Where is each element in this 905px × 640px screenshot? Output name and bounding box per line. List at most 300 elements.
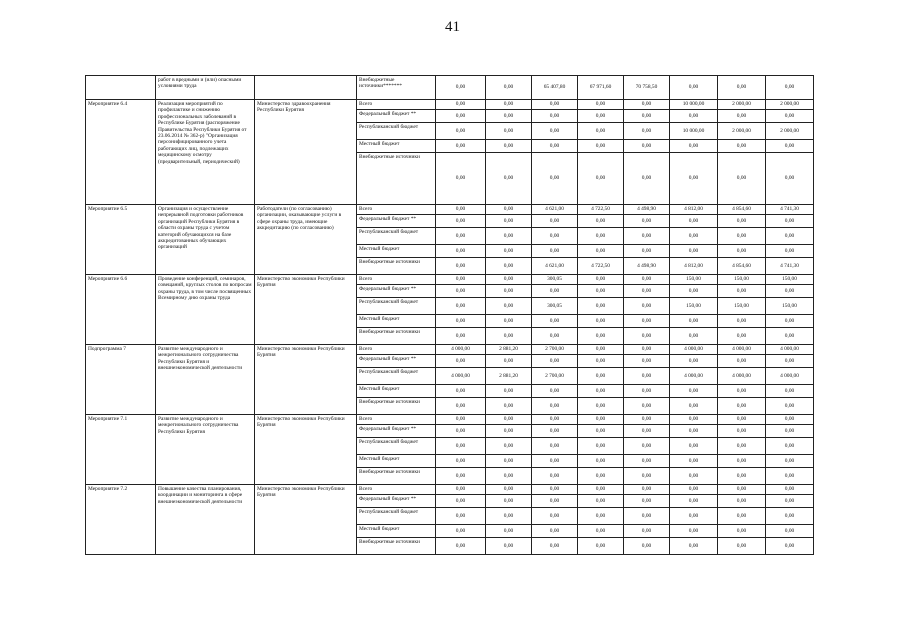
amount-cell: 0,00 bbox=[486, 228, 532, 245]
amount-cell: 0,00 bbox=[578, 415, 624, 425]
amount-cell: 150,00 bbox=[766, 298, 814, 315]
amount-cell: 0,00 bbox=[624, 468, 670, 485]
amount-cell: 0,00 bbox=[578, 153, 624, 205]
amount-cell: 0,00 bbox=[670, 508, 718, 525]
amount-cell: 0,00 bbox=[578, 140, 624, 153]
amount-cell: 0,00 bbox=[718, 110, 766, 123]
amount-cell: 0,00 bbox=[766, 328, 814, 345]
amount-cell: 0,00 bbox=[718, 315, 766, 328]
amount-cell: 0,00 bbox=[532, 355, 578, 368]
amount-cell: 0,00 bbox=[578, 538, 624, 555]
responsible-cell: Министерство здравоохранения Республики Бурятия bbox=[255, 100, 357, 205]
amount-cell: 0,00 bbox=[670, 425, 718, 438]
amount-cell: 0,00 bbox=[532, 153, 578, 205]
measure-id-cell: Мероприятие 6.4 bbox=[86, 100, 156, 205]
amount-cell: 0,00 bbox=[766, 525, 814, 538]
amount-cell: 0,00 bbox=[486, 538, 532, 555]
amount-cell: 0,00 bbox=[486, 205, 532, 215]
responsible-cell: Министерство экономики Республики Бурятия bbox=[255, 485, 357, 555]
amount-cell: 0,00 bbox=[766, 215, 814, 228]
amount-cell: 0,00 bbox=[486, 76, 532, 100]
amount-cell: 0,00 bbox=[532, 285, 578, 298]
amount-cell: 0,00 bbox=[436, 328, 486, 345]
amount-cell: 0,00 bbox=[718, 140, 766, 153]
amount-cell: 0,00 bbox=[436, 110, 486, 123]
amount-cell: 0,00 bbox=[718, 508, 766, 525]
amount-cell: 0,00 bbox=[486, 455, 532, 468]
measure-name-cell: работ в вредными и (или) опасными условиями труда bbox=[156, 76, 255, 100]
amount-cell: 0,00 bbox=[766, 110, 814, 123]
amount-cell: 0,00 bbox=[578, 275, 624, 285]
amount-cell: 0,00 bbox=[670, 398, 718, 415]
amount-cell: 0,00 bbox=[718, 485, 766, 495]
amount-cell: 4 000,00 bbox=[766, 345, 814, 355]
amount-cell: 0,00 bbox=[578, 315, 624, 328]
measure-name-cell: Повышение качества планирования, координации и мониторинга в сфере внешнеэкономической деятельности bbox=[156, 485, 255, 555]
amount-cell: 0,00 bbox=[532, 455, 578, 468]
amount-cell: 0,00 bbox=[670, 215, 718, 228]
amount-cell: 0,00 bbox=[718, 153, 766, 205]
amount-cell: 0,00 bbox=[436, 468, 486, 485]
amount-cell: 0,00 bbox=[578, 425, 624, 438]
amount-cell: 2 700,00 bbox=[532, 368, 578, 385]
amount-cell: 0,00 bbox=[670, 385, 718, 398]
amount-cell: 0,00 bbox=[624, 285, 670, 298]
amount-cell: 0,00 bbox=[624, 228, 670, 245]
amount-cell: 0,00 bbox=[532, 110, 578, 123]
amount-cell: 0,00 bbox=[578, 215, 624, 228]
amount-cell: 0,00 bbox=[486, 153, 532, 205]
amount-cell: 4 498,90 bbox=[624, 258, 670, 275]
amount-cell: 0,00 bbox=[486, 398, 532, 415]
amount-cell: 0,00 bbox=[578, 285, 624, 298]
amount-cell: 0,00 bbox=[436, 76, 486, 100]
amount-cell: 0,00 bbox=[436, 398, 486, 415]
amount-cell: 0,00 bbox=[718, 468, 766, 485]
amount-cell: 0,00 bbox=[624, 425, 670, 438]
amount-cell: 4 498,90 bbox=[624, 205, 670, 215]
funding-source-cell: Местный бюджет bbox=[357, 455, 436, 468]
amount-cell: 0,00 bbox=[624, 525, 670, 538]
amount-cell: 0,00 bbox=[578, 123, 624, 140]
amount-cell: 0,00 bbox=[578, 298, 624, 315]
funding-source-cell: Местный бюджет bbox=[357, 525, 436, 538]
table-row bbox=[86, 415, 814, 425]
amount-cell: 150,00 bbox=[670, 275, 718, 285]
amount-cell: 0,00 bbox=[624, 438, 670, 455]
amount-cell: 0,00 bbox=[578, 468, 624, 485]
funding-source-cell: Внебюджетные источники bbox=[357, 398, 436, 415]
amount-cell: 0,00 bbox=[718, 538, 766, 555]
amount-cell: 0,00 bbox=[766, 398, 814, 415]
amount-cell: 4 621,00 bbox=[532, 258, 578, 275]
amount-cell: 4 722,50 bbox=[578, 205, 624, 215]
amount-cell: 0,00 bbox=[766, 245, 814, 258]
amount-cell: 0,00 bbox=[766, 538, 814, 555]
amount-cell: 4 741,30 bbox=[766, 258, 814, 275]
funding-source-cell: Федеральный бюджет ** bbox=[357, 495, 436, 508]
amount-cell: 4 000,00 bbox=[670, 345, 718, 355]
amount-cell: 0,00 bbox=[578, 438, 624, 455]
amount-cell: 0,00 bbox=[670, 355, 718, 368]
amount-cell: 0,00 bbox=[670, 538, 718, 555]
amount-cell: 0,00 bbox=[486, 315, 532, 328]
amount-cell: 4 000,00 bbox=[436, 368, 486, 385]
amount-cell: 0,00 bbox=[766, 76, 814, 100]
amount-cell: 4 000,00 bbox=[670, 368, 718, 385]
amount-cell: 0,00 bbox=[532, 425, 578, 438]
amount-cell: 0,00 bbox=[532, 100, 578, 110]
amount-cell: 0,00 bbox=[624, 140, 670, 153]
amount-cell: 0,00 bbox=[766, 285, 814, 298]
amount-cell: 0,00 bbox=[436, 508, 486, 525]
amount-cell: 2 000,00 bbox=[718, 123, 766, 140]
amount-cell: 0,00 bbox=[486, 438, 532, 455]
funding-source-cell: Внебюджетные источники bbox=[357, 258, 436, 275]
amount-cell: 0,00 bbox=[486, 425, 532, 438]
amount-cell: 0,00 bbox=[766, 415, 814, 425]
amount-cell: 0,00 bbox=[624, 123, 670, 140]
funding-source-cell: Всего bbox=[357, 100, 436, 110]
amount-cell: 0,00 bbox=[718, 355, 766, 368]
amount-cell: 0,00 bbox=[532, 468, 578, 485]
amount-cell: 0,00 bbox=[624, 315, 670, 328]
amount-cell: 0,00 bbox=[670, 438, 718, 455]
amount-cell: 0,00 bbox=[578, 385, 624, 398]
amount-cell: 0,00 bbox=[718, 215, 766, 228]
amount-cell: 0,00 bbox=[436, 140, 486, 153]
amount-cell: 0,00 bbox=[624, 355, 670, 368]
measure-name-cell: Реализация мероприятий по профилактике и снижению профессиональных заболеваний в Республике Бурятия (распоряжение Правительства Республики Бурятия от 23.06.2014 № 362-р) "Организация персонифицированного учета работающих лиц, подлежащих медицинскому осмотру (предварительный, периодический) bbox=[156, 100, 255, 205]
amount-cell: 65 407,80 bbox=[532, 76, 578, 100]
amount-cell: 0,00 bbox=[578, 100, 624, 110]
amount-cell: 0,00 bbox=[532, 140, 578, 153]
amount-cell: 0,00 bbox=[718, 245, 766, 258]
amount-cell: 0,00 bbox=[486, 215, 532, 228]
measure-id-cell: Мероприятие 6.5 bbox=[86, 205, 156, 275]
amount-cell: 0,00 bbox=[486, 100, 532, 110]
funding-source-cell: Федеральный бюджет ** bbox=[357, 215, 436, 228]
amount-cell: 0,00 bbox=[486, 258, 532, 275]
responsible-cell: Министерство экономики Республики Бурятия bbox=[255, 275, 357, 345]
amount-cell: 4 854,60 bbox=[718, 258, 766, 275]
funding-source-cell: Республиканский бюджет bbox=[357, 438, 436, 455]
funding-source-cell: Республиканский бюджет bbox=[357, 123, 436, 140]
amount-cell: 0,00 bbox=[624, 100, 670, 110]
amount-cell: 0,00 bbox=[436, 215, 486, 228]
funding-source-cell: Местный бюджет bbox=[357, 385, 436, 398]
amount-cell: 0,00 bbox=[670, 110, 718, 123]
table-row bbox=[86, 275, 814, 285]
funding-source-cell: Всего bbox=[357, 485, 436, 495]
amount-cell: 0,00 bbox=[766, 315, 814, 328]
amount-cell: 0,00 bbox=[436, 153, 486, 205]
amount-cell: 0,00 bbox=[578, 525, 624, 538]
amount-cell: 0,00 bbox=[486, 468, 532, 485]
amount-cell: 0,00 bbox=[486, 123, 532, 140]
amount-cell: 0,00 bbox=[436, 245, 486, 258]
amount-cell: 0,00 bbox=[766, 385, 814, 398]
measure-id-cell: Мероприятие 7.1 bbox=[86, 415, 156, 485]
amount-cell: 0,00 bbox=[670, 245, 718, 258]
funding-source-cell: Всего bbox=[357, 275, 436, 285]
amount-cell: 0,00 bbox=[532, 385, 578, 398]
amount-cell: 0,00 bbox=[532, 495, 578, 508]
amount-cell: 0,00 bbox=[624, 110, 670, 123]
amount-cell: 0,00 bbox=[486, 355, 532, 368]
amount-cell: 0,00 bbox=[532, 315, 578, 328]
amount-cell: 4 000,00 bbox=[436, 345, 486, 355]
funding-source-cell: Всего bbox=[357, 205, 436, 215]
funding-source-cell: Местный бюджет bbox=[357, 315, 436, 328]
amount-cell: 0,00 bbox=[670, 495, 718, 508]
amount-cell: 0,00 bbox=[718, 76, 766, 100]
funding-source-cell: Внебюджетные источники bbox=[357, 468, 436, 485]
funding-source-cell: Внебюджетные источники bbox=[357, 153, 436, 205]
amount-cell: 0,00 bbox=[670, 455, 718, 468]
amount-cell: 0,00 bbox=[578, 495, 624, 508]
amount-cell: 0,00 bbox=[670, 525, 718, 538]
funding-source-cell: Федеральный бюджет ** bbox=[357, 285, 436, 298]
page-number: 41 bbox=[445, 19, 460, 35]
amount-cell: 0,00 bbox=[486, 495, 532, 508]
amount-cell: 0,00 bbox=[532, 215, 578, 228]
responsible-cell: Министерство экономики Республики Бурятия bbox=[255, 415, 357, 485]
amount-cell: 300,05 bbox=[532, 298, 578, 315]
measure-id-cell: Подпрограмма 7 bbox=[86, 345, 156, 415]
funding-source-cell: Республиканский бюджет bbox=[357, 228, 436, 245]
amount-cell: 0,00 bbox=[624, 215, 670, 228]
table-row bbox=[86, 485, 814, 495]
amount-cell: 4 854,60 bbox=[718, 205, 766, 215]
amount-cell: 0,00 bbox=[670, 315, 718, 328]
amount-cell: 0,00 bbox=[486, 275, 532, 285]
amount-cell: 4 812,00 bbox=[670, 205, 718, 215]
amount-cell: 4 000,00 bbox=[718, 368, 766, 385]
amount-cell: 0,00 bbox=[718, 385, 766, 398]
amount-cell: 0,00 bbox=[532, 485, 578, 495]
amount-cell: 0,00 bbox=[766, 425, 814, 438]
funding-source-cell: Федеральный бюджет ** bbox=[357, 425, 436, 438]
funding-source-cell: Всего bbox=[357, 345, 436, 355]
amount-cell: 70 758,50 bbox=[624, 76, 670, 100]
amount-cell: 0,00 bbox=[624, 398, 670, 415]
amount-cell: 4 000,00 bbox=[718, 345, 766, 355]
amount-cell: 0,00 bbox=[578, 245, 624, 258]
amount-cell: 4 741,30 bbox=[766, 205, 814, 215]
amount-cell: 0,00 bbox=[624, 328, 670, 345]
responsible-cell: Министерство экономики Республики Бурятия bbox=[255, 345, 357, 415]
amount-cell: 2 000,00 bbox=[718, 100, 766, 110]
amount-cell: 0,00 bbox=[624, 508, 670, 525]
funding-source-cell: Республиканский бюджет bbox=[357, 508, 436, 525]
amount-cell: 0,00 bbox=[624, 485, 670, 495]
amount-cell: 0,00 bbox=[766, 438, 814, 455]
amount-cell: 0,00 bbox=[532, 398, 578, 415]
responsible-cell bbox=[255, 76, 357, 100]
amount-cell: 0,00 bbox=[578, 355, 624, 368]
funding-source-cell: Внебюджетные источники bbox=[357, 538, 436, 555]
amount-cell: 150,00 bbox=[718, 298, 766, 315]
amount-cell: 0,00 bbox=[436, 525, 486, 538]
amount-cell: 0,00 bbox=[436, 495, 486, 508]
amount-cell: 4 722,50 bbox=[578, 258, 624, 275]
amount-cell: 2 000,00 bbox=[766, 100, 814, 110]
amount-cell: 0,00 bbox=[532, 538, 578, 555]
financing-table bbox=[85, 75, 814, 555]
funding-source-cell: Всего bbox=[357, 415, 436, 425]
amount-cell: 0,00 bbox=[486, 508, 532, 525]
amount-cell: 0,00 bbox=[436, 123, 486, 140]
amount-cell: 0,00 bbox=[718, 495, 766, 508]
amount-cell: 0,00 bbox=[436, 485, 486, 495]
amount-cell: 0,00 bbox=[436, 355, 486, 368]
amount-cell: 0,00 bbox=[718, 285, 766, 298]
amount-cell: 0,00 bbox=[578, 345, 624, 355]
funding-source-cell: Местный бюджет bbox=[357, 245, 436, 258]
amount-cell: 0,00 bbox=[436, 285, 486, 298]
amount-cell: 0,00 bbox=[670, 76, 718, 100]
amount-cell: 0,00 bbox=[766, 228, 814, 245]
amount-cell: 0,00 bbox=[532, 438, 578, 455]
amount-cell: 0,00 bbox=[486, 415, 532, 425]
amount-cell: 0,00 bbox=[766, 468, 814, 485]
amount-cell: 0,00 bbox=[436, 205, 486, 215]
measure-id-cell: Мероприятие 6.6 bbox=[86, 275, 156, 345]
table-row bbox=[86, 100, 814, 110]
amount-cell: 0,00 bbox=[578, 455, 624, 468]
funding-source-cell: Федеральный бюджет ** bbox=[357, 110, 436, 123]
amount-cell: 0,00 bbox=[578, 228, 624, 245]
funding-source-cell: Республиканский бюджет bbox=[357, 298, 436, 315]
amount-cell: 0,00 bbox=[624, 455, 670, 468]
measure-name-cell: Развитие международного и межрегионального сотрудничества Республики Бурятия и внешнеэкономической деятельности bbox=[156, 345, 255, 415]
amount-cell: 0,00 bbox=[436, 298, 486, 315]
amount-cell: 0,00 bbox=[486, 110, 532, 123]
amount-cell: 0,00 bbox=[532, 228, 578, 245]
amount-cell: 4 812,00 bbox=[670, 258, 718, 275]
amount-cell: 0,00 bbox=[766, 455, 814, 468]
amount-cell: 0,00 bbox=[718, 415, 766, 425]
amount-cell: 0,00 bbox=[436, 275, 486, 285]
amount-cell: 0,00 bbox=[718, 228, 766, 245]
amount-cell: 0,00 bbox=[486, 485, 532, 495]
amount-cell: 0,00 bbox=[532, 508, 578, 525]
amount-cell: 150,00 bbox=[766, 275, 814, 285]
funding-source-cell: Внебюджетные источники bbox=[357, 328, 436, 345]
amount-cell: 0,00 bbox=[486, 245, 532, 258]
amount-cell: 0,00 bbox=[436, 415, 486, 425]
amount-cell: 0,00 bbox=[436, 315, 486, 328]
amount-cell: 0,00 bbox=[486, 385, 532, 398]
amount-cell: 0,00 bbox=[624, 385, 670, 398]
amount-cell: 150,00 bbox=[670, 298, 718, 315]
amount-cell: 0,00 bbox=[578, 328, 624, 345]
amount-cell: 0,00 bbox=[578, 368, 624, 385]
amount-cell: 67 971,60 bbox=[578, 76, 624, 100]
amount-cell: 0,00 bbox=[532, 123, 578, 140]
amount-cell: 0,00 bbox=[436, 455, 486, 468]
measure-id-cell: Мероприятие 7.2 bbox=[86, 485, 156, 555]
amount-cell: 0,00 bbox=[436, 100, 486, 110]
amount-cell: 0,00 bbox=[486, 298, 532, 315]
amount-cell: 0,00 bbox=[436, 258, 486, 275]
amount-cell: 10 000,00 bbox=[670, 123, 718, 140]
amount-cell: 0,00 bbox=[532, 415, 578, 425]
amount-cell: 0,00 bbox=[578, 398, 624, 415]
amount-cell: 0,00 bbox=[766, 140, 814, 153]
amount-cell: 0,00 bbox=[532, 525, 578, 538]
amount-cell: 4 000,00 bbox=[766, 368, 814, 385]
amount-cell: 0,00 bbox=[718, 525, 766, 538]
amount-cell: 0,00 bbox=[436, 538, 486, 555]
funding-source-cell: Федеральный бюджет ** bbox=[357, 355, 436, 368]
amount-cell: 0,00 bbox=[578, 508, 624, 525]
amount-cell: 0,00 bbox=[624, 415, 670, 425]
amount-cell: 0,00 bbox=[624, 345, 670, 355]
amount-cell: 0,00 bbox=[436, 385, 486, 398]
amount-cell: 0,00 bbox=[718, 328, 766, 345]
amount-cell: 0,00 bbox=[766, 495, 814, 508]
amount-cell: 0,00 bbox=[718, 455, 766, 468]
amount-cell: 0,00 bbox=[436, 438, 486, 455]
amount-cell: 0,00 bbox=[670, 485, 718, 495]
amount-cell: 0,00 bbox=[766, 355, 814, 368]
funding-source-cell: Местный бюджет bbox=[357, 140, 436, 153]
amount-cell: 0,00 bbox=[624, 275, 670, 285]
amount-cell: 0,00 bbox=[624, 368, 670, 385]
amount-cell: 0,00 bbox=[486, 285, 532, 298]
amount-cell: 0,00 bbox=[718, 438, 766, 455]
amount-cell: 0,00 bbox=[436, 425, 486, 438]
measure-name-cell: Развитие международного и межрегионального сотрудничества Республики Бурятия bbox=[156, 415, 255, 485]
amount-cell: 0,00 bbox=[624, 245, 670, 258]
measure-name-cell: Организация и осуществление непрерывной подготовки работников организаций Республики Бурятия в области охраны труда с учетом категорий обучающихся на базе аккредитованных обучающих организаций bbox=[156, 205, 255, 275]
funding-source-cell: Республиканский бюджет bbox=[357, 368, 436, 385]
amount-cell: 0,00 bbox=[670, 468, 718, 485]
amount-cell: 0,00 bbox=[766, 153, 814, 205]
amount-cell: 2 881,20 bbox=[486, 368, 532, 385]
amount-cell: 0,00 bbox=[766, 508, 814, 525]
amount-cell: 0,00 bbox=[670, 228, 718, 245]
measure-id-cell bbox=[86, 76, 156, 100]
funding-source-cell: Внебюджетные источники******* bbox=[357, 76, 436, 100]
amount-cell: 0,00 bbox=[578, 485, 624, 495]
amount-cell: 0,00 bbox=[532, 245, 578, 258]
amount-cell: 0,00 bbox=[670, 285, 718, 298]
amount-cell: 0,00 bbox=[718, 425, 766, 438]
table-row bbox=[86, 76, 814, 100]
responsible-cell: Работодатели (по согласованию) организации, оказывающие услуги в сфере охраны труда, имеющие аккредитацию (по согласованию) bbox=[255, 205, 357, 275]
amount-cell: 0,00 bbox=[718, 398, 766, 415]
table-row bbox=[86, 205, 814, 215]
amount-cell: 2 700,00 bbox=[532, 345, 578, 355]
table-row bbox=[86, 345, 814, 355]
amount-cell: 2 881,20 bbox=[486, 345, 532, 355]
amount-cell: 0,00 bbox=[766, 485, 814, 495]
amount-cell: 0,00 bbox=[486, 140, 532, 153]
amount-cell: 0,00 bbox=[670, 328, 718, 345]
amount-cell: 10 000,00 bbox=[670, 100, 718, 110]
amount-cell: 0,00 bbox=[486, 328, 532, 345]
amount-cell: 300,05 bbox=[532, 275, 578, 285]
amount-cell: 4 621,00 bbox=[532, 205, 578, 215]
amount-cell: 0,00 bbox=[578, 110, 624, 123]
measure-name-cell: Проведение конференций, семинаров, совещаний, круглых столов по вопросам охраны труда, в том числе посвященных Всемирному дню охраны труда bbox=[156, 275, 255, 345]
amount-cell: 0,00 bbox=[670, 415, 718, 425]
amount-cell: 0,00 bbox=[624, 298, 670, 315]
amount-cell: 2 000,00 bbox=[766, 123, 814, 140]
